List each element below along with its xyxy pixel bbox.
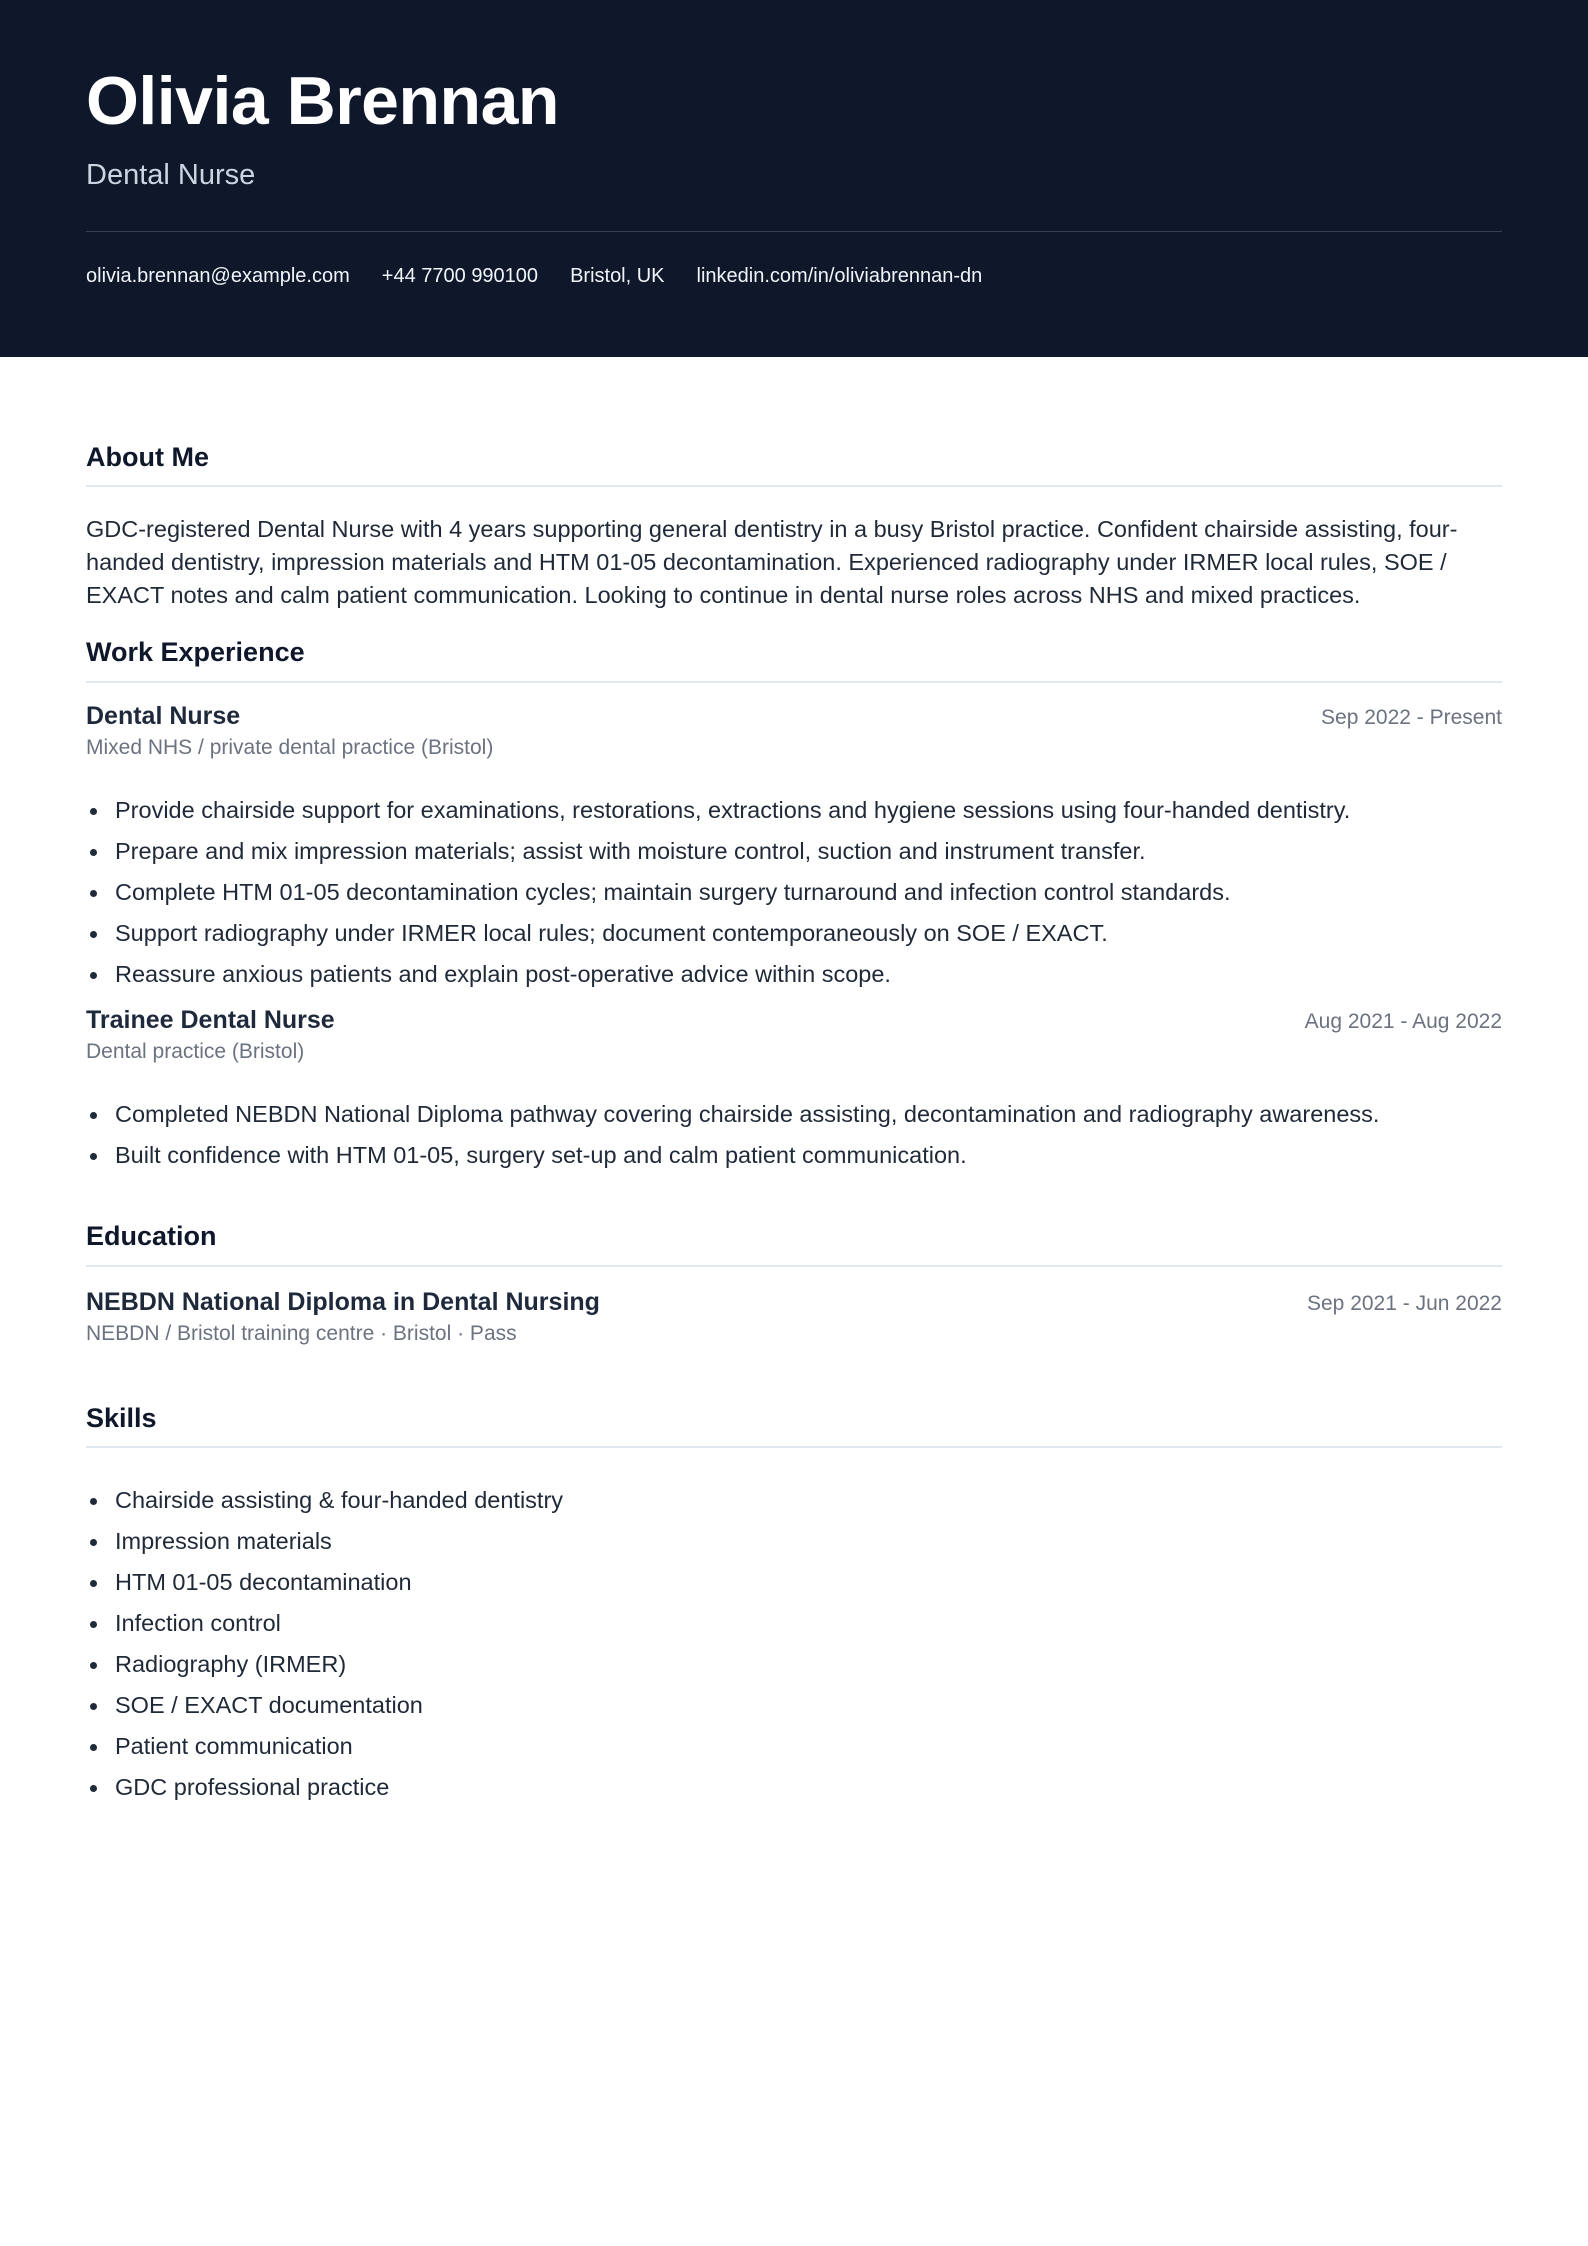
- contact-linkedin[interactable]: linkedin.com/in/oliviabrennan-dn: [696, 265, 983, 287]
- education-date: Sep 2021 - Jun 2022: [1307, 1291, 1502, 1315]
- skills-list: [86, 1480, 1502, 1808]
- job-bullet: Completed NEBDN National Diploma pathway covering chairside assisting, decontamination and radiography awareness.: [86, 1094, 1502, 1135]
- work-experience-section: [86, 636, 1502, 1176]
- about-text: GDC-registered Dental Nurse with 4 years supporting general dentistry in a busy Bristol practice. Confident chairside assisting, four-handed dentistry, impression materials and HTM 01-05 decontamination. Experienced radiography under IRMER local rules, SOE / EXACT notes and calm patient communication. Looking to continue in dental nurse roles across NHS and mixed practices.: [86, 516, 1458, 609]
- contact-email[interactable]: olivia.brennan@example.com: [86, 265, 350, 287]
- education-entry: [86, 1287, 1502, 1346]
- education-details: NEBDN / Bristol training centre · Bristol · Pass: [86, 1321, 517, 1345]
- job-entry: [86, 1005, 1502, 1176]
- skill-item: Impression materials: [86, 1521, 1502, 1562]
- section-divider: [86, 1265, 1502, 1267]
- candidate-name: Olivia Brennan: [86, 63, 559, 139]
- candidate-role: Dental Nurse: [86, 159, 256, 191]
- job-bullet: Complete HTM 01-05 decontamination cycles; maintain surgery turnaround and infection control standards.: [86, 872, 1502, 913]
- skill-item: Infection control: [86, 1603, 1502, 1644]
- skill-item: Chairside assisting & four-handed dentistry: [86, 1480, 1502, 1521]
- skill-item: Patient communication: [86, 1726, 1502, 1767]
- job-bullets: [86, 1094, 1502, 1176]
- section-divider: [86, 681, 1502, 683]
- job-title: Trainee Dental Nurse: [86, 1005, 335, 1034]
- job-employer: Dental practice (Bristol): [86, 1039, 305, 1063]
- section-title-education: Education: [86, 1221, 217, 1252]
- section-divider: [86, 1446, 1502, 1448]
- header-divider: [86, 231, 1502, 232]
- contact-phone[interactable]: +44 7700 990100: [381, 265, 539, 287]
- job-employer: Mixed NHS / private dental practice (Bristol): [86, 735, 494, 759]
- job-bullet: Support radiography under IRMER local rules; document contemporaneously on SOE / EXACT.: [86, 913, 1502, 954]
- job-bullet: Provide chairside support for examinations, restorations, extractions and hygiene sessions using four-handed dentistry.: [86, 790, 1502, 831]
- job-bullet: Reassure anxious patients and explain post-operative advice within scope.: [86, 954, 1502, 995]
- job-bullet: Built confidence with HTM 01-05, surgery set-up and calm patient communication.: [86, 1135, 1502, 1176]
- education-section: [86, 1220, 1502, 1346]
- job-date: Sep 2022 - Present: [1321, 705, 1502, 729]
- contact-location: Bristol, UK: [570, 265, 665, 287]
- education-degree: NEBDN National Diploma in Dental Nursing: [86, 1287, 600, 1316]
- about-section: [86, 441, 1502, 612]
- section-title-skills: Skills: [86, 1402, 157, 1433]
- section-title-work: Work Experience: [86, 637, 305, 668]
- job-bullet: Prepare and mix impression materials; assist with moisture control, suction and instrument transfer.: [86, 831, 1502, 872]
- job-entry: [86, 701, 1502, 995]
- job-date: Aug 2021 - Aug 2022: [1304, 1009, 1502, 1033]
- skill-item: SOE / EXACT documentation: [86, 1685, 1502, 1726]
- skills-section: [86, 1402, 1502, 1808]
- skill-item: HTM 01-05 decontamination: [86, 1562, 1502, 1603]
- skill-item: GDC professional practice: [86, 1767, 1502, 1808]
- resume-body: [0, 441, 1588, 1808]
- job-bullets: [86, 790, 1502, 995]
- section-title-about: About Me: [86, 442, 209, 472]
- resume-header: [0, 0, 1588, 357]
- section-divider: [86, 485, 1502, 487]
- job-title: Dental Nurse: [86, 701, 241, 730]
- contact-list: [86, 264, 982, 288]
- skill-item: Radiography (IRMER): [86, 1644, 1502, 1685]
